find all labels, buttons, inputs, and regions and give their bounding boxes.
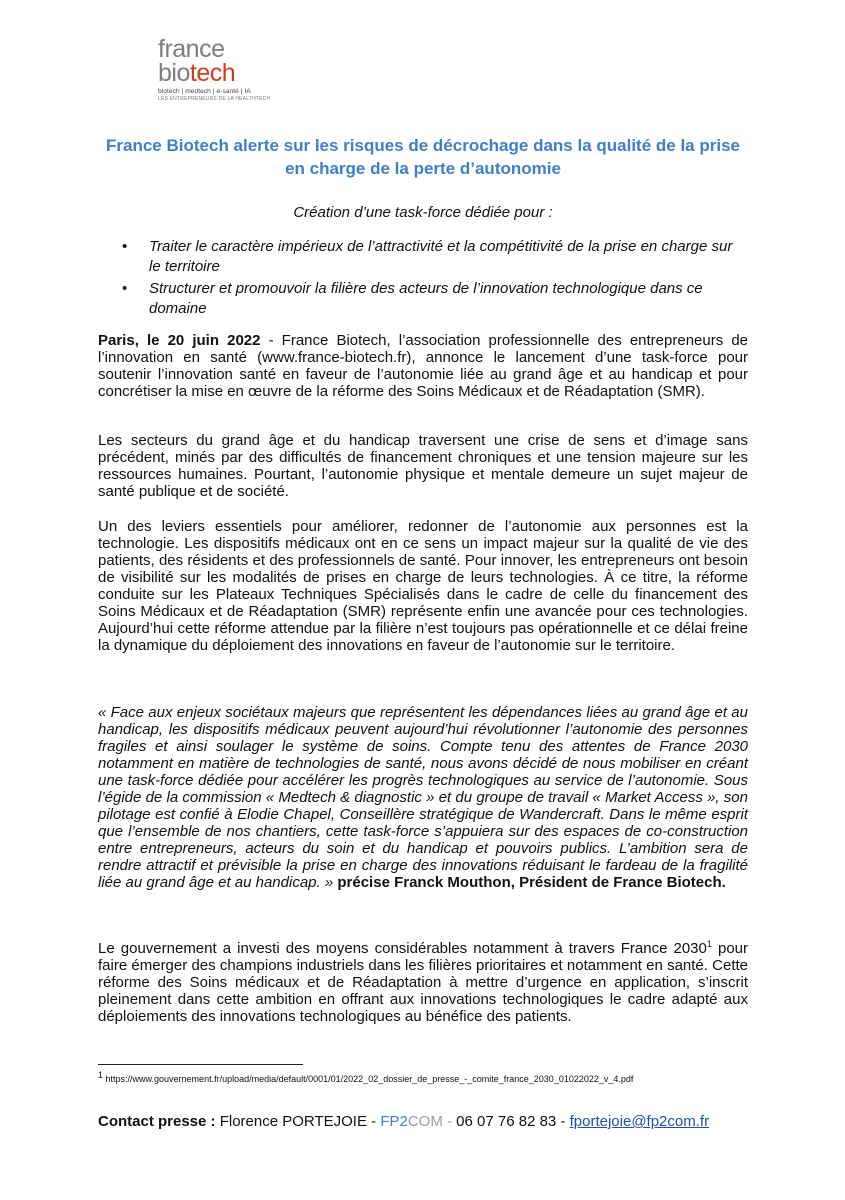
- contact-separator: -: [442, 1113, 457, 1130]
- bullet-icon: •: [122, 280, 128, 297]
- objective-text: Structurer et promouvoir la filière des acteurs de l’innovation technologique dans ce domaine: [149, 280, 703, 317]
- press-release-title: France Biotech alerte sur les risques de décrochage dans la qualité de la prise en charge de la perte d’autonomie: [106, 136, 740, 178]
- logo-bio: bio: [158, 59, 190, 87]
- footnote-divider: [98, 1064, 303, 1065]
- footnote-number: 1: [98, 1070, 104, 1080]
- agency-fp2: FP2: [380, 1113, 408, 1130]
- dateline: Paris, le 20 juin 2022: [98, 332, 261, 349]
- logo-word-france: france: [158, 35, 225, 63]
- objective-text: Traiter le caractère impérieux de l’attractivité et la compétitivité de la prise en charge sur le territoire: [149, 238, 733, 275]
- footnote-ref: 1: [706, 939, 712, 949]
- logo-tagline: biotech | medtech | e-santé | IA: [158, 88, 251, 95]
- quote-attribution: précise Franck Mouthon, Président de France Biotech.: [333, 874, 726, 891]
- france-biotech-logo: [158, 37, 298, 102]
- contact-phone: 06 07 76 82 83: [456, 1113, 557, 1130]
- logo-subtagline: LES ENTREPRENEURS DE LA HEALTHTECH: [158, 96, 271, 102]
- paragraph-technology: Un des leviers essentiels pour améliorer, redonner de l’autonomie aux personnes est la technologie. Les dispositifs médicaux ont en ce sens un impact majeur sur la qualité de vie des patients, des résidents et des professionnels de santé. Pour innover, les entrepreneurs ont besoin de visibilité sur les modalités de prises en charge de leurs technologies. À ce titre, la réforme conduite sur les Plateaux Techniques Spécialisés dans le cadre de celle du financement des Soins Médicaux et de Réadaptation (SMR) représente enfin une avancée pour ces technologies. Aujourd’hui cette réforme attendue par la filière n’est toujours pas opérationnelle et ce délai freine la dynamique du déploiement des innovations en faveur de l’autonomie sur le territoire.: [98, 518, 748, 654]
- bullet-icon: •: [122, 238, 128, 255]
- contact-label: Contact presse :: [98, 1113, 216, 1130]
- contact-email-link[interactable]: fportejoie@fp2com.fr: [569, 1113, 710, 1130]
- objective-item: [120, 279, 745, 319]
- gov-text-start: Le gouvernement a investi des moyens considérables notamment à travers France 2030: [98, 940, 707, 957]
- logo-word-biotech: [158, 61, 298, 85]
- quote-text: « Face aux enjeux sociétaux majeurs que représentent les dépendances liées au grand âge et au handicap, les dispositifs médicaux peuvent aujourd’hui révolutionner l’autonomie des personnes fragiles et ainsi soulager le système de soins. Compte tenu des attentes de France 2030 notamment en matière de technologies de santé, nous avons décidé de nous mobiliser en créant une task-force dédiée pour accélérer les progrès technologiques au service de l’autonomie. Sous l’égide de la commission « Medtech & diagnostic » et du groupe de travail « Market Access », son pilotage est confié à Elodie Chapel, Conseillère stratégique de Wandercraft. Dans le même esprit que l’ensemble de nos chantiers, cette task-force s’appuiera sur des espaces de co-construction entre entrepreneurs, acteurs du soin et du handicap et pouvoirs publics. L’ambition sera de rendre attractif et prévisible la prise en charge des innovations réduisant le fardeau de la fragilité liée au grand âge et au handicap. »: [98, 704, 748, 891]
- intro-body: - France Biotech, l’association professionnelle des entrepreneurs de l’innovation en santé (www.france-biotech.fr), annonce le lancement d’une task-force pour soutenir l’innovation santé en faveur de l’autonomie liée au grand âge et au handicap et pour concrétiser la mise en œuvre de la réforme des Soins Médicaux et de Réadaptation (SMR).: [98, 332, 748, 400]
- gov-text-end: pour faire émerger des champions industriels dans les filières prioritaires et notamment en santé. Cette réforme des Soins médicaux et de Réadaptation à mettre d’urgence en application, s’inscrit pleinement dans cette ambition en offrant aux innovations technologiques le cadre adapté aux déploiements des innovations technologiques au bénéfice des patients.: [98, 940, 748, 1025]
- objective-item: [120, 237, 745, 277]
- contact-name: Florence PORTEJOIE -: [215, 1113, 381, 1130]
- paragraph-government: [98, 940, 748, 1025]
- logo-tech: tech: [189, 59, 236, 87]
- press-contact: [98, 1112, 748, 1132]
- paragraph-context: Les secteurs du grand âge et du handicap traversent une crise de sens et d’image sans précédent, minés par des difficultés de financement chroniques et une tension majeure sur les ressources humaines. Pourtant, l’autonomie physique et mentale demeure un sujet majeur de santé publique et de société.: [98, 432, 748, 500]
- contact-separator-2: -: [556, 1113, 570, 1130]
- footnote-url[interactable]: https://www.gouvernement.fr/upload/media/default/0001/01/2022_02_dossier_de_presse_-_comite_france_2030_01022022_v_4.pdf: [103, 1074, 634, 1084]
- press-release-subtitle: Création d’une task-force dédiée pour :: [293, 204, 553, 221]
- agency-com: COM: [407, 1113, 443, 1130]
- paragraph-intro: [98, 332, 748, 400]
- footnote: [98, 1070, 748, 1086]
- paragraph-quote: [98, 704, 748, 891]
- objectives-list: [120, 237, 745, 321]
